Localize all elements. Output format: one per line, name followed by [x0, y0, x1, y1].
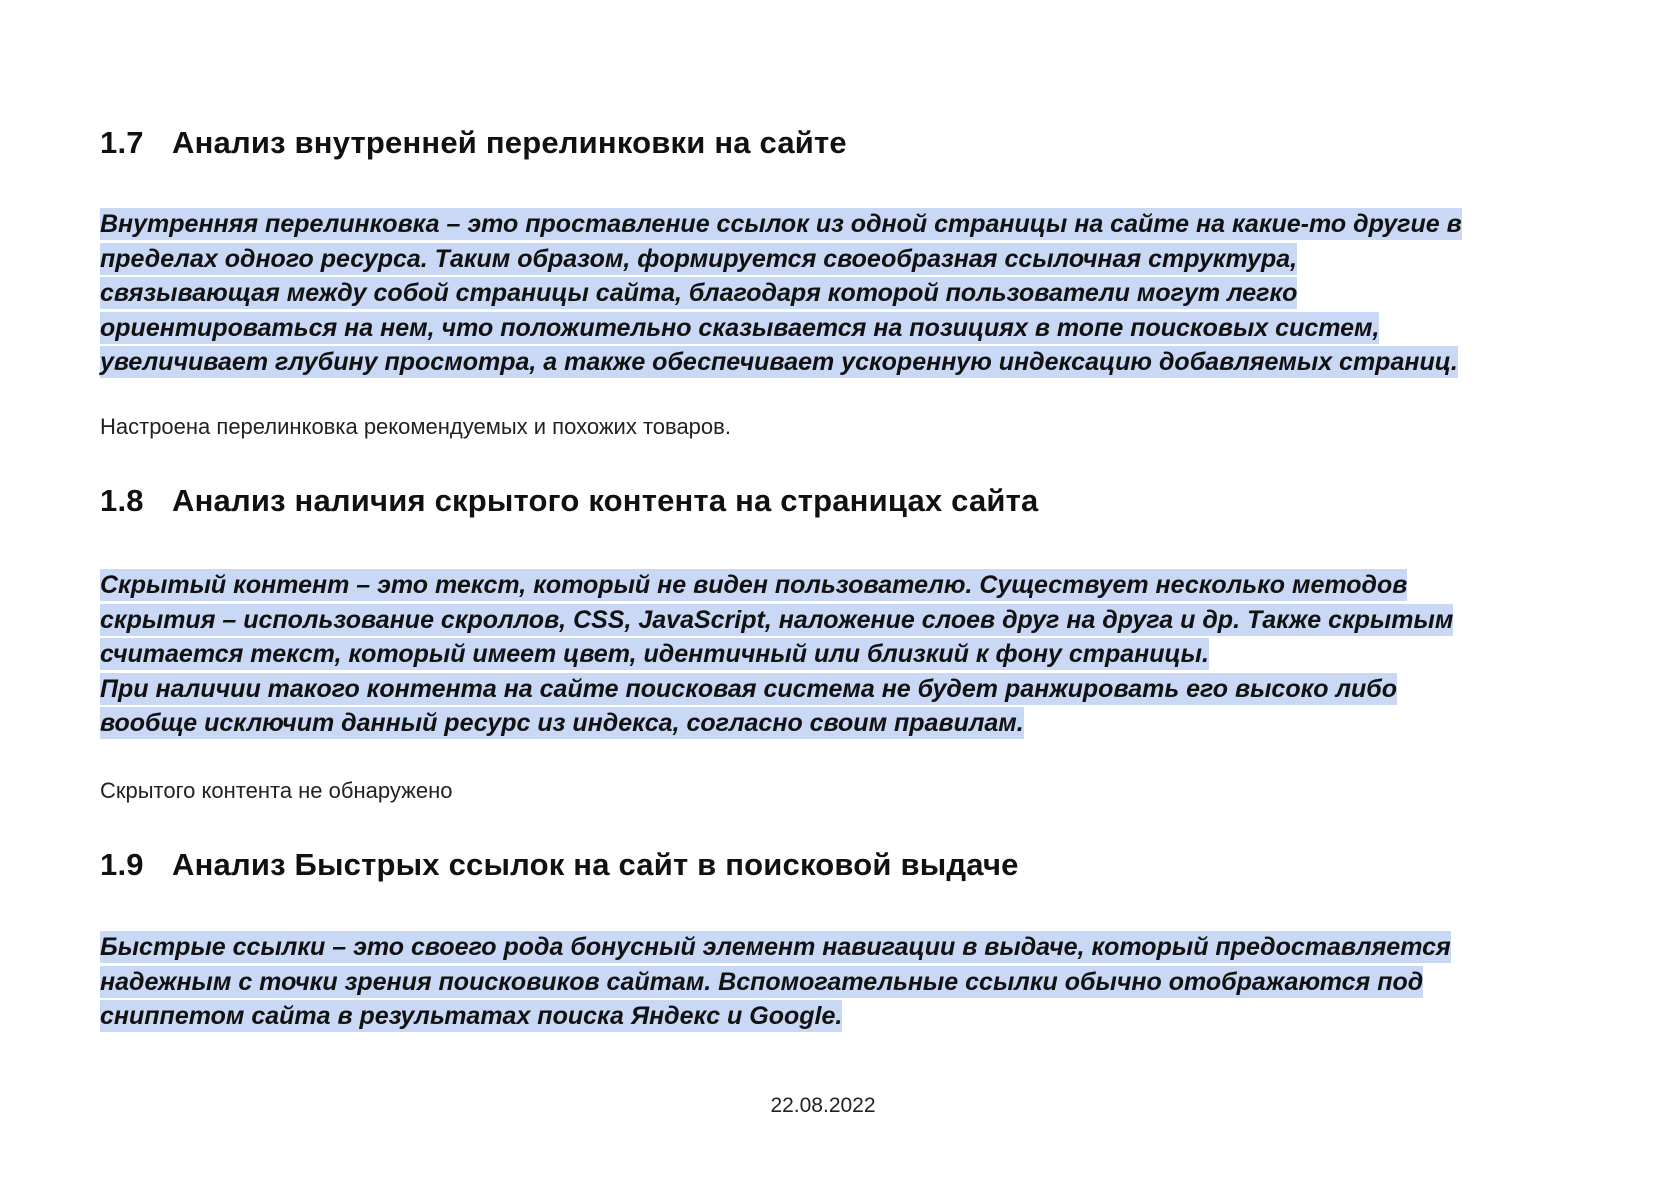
highlighted-paragraph-1-7 — [100, 207, 1600, 380]
highlight-line: При наличии такого контента на сайте поисковая система не будет ранжировать его высоко либо — [100, 674, 1398, 703]
highlight-line: увеличивает глубину просмотра, а также обеспечивает ускоренную индексацию добавляемых страниц. — [100, 348, 1458, 376]
highlight-line: скрытия – использование скроллов, CSS, JavaScript, наложение слоев друг на друга и др. Также скрытым — [100, 605, 1454, 634]
highlight-line: пределах одного ресурса. Таким образом, формируется своеобразная ссылочная структура, — [100, 244, 1298, 273]
section-title: Анализ внутренней перелинковки на сайте — [172, 125, 847, 160]
footer-date: 22.08.2022 — [770, 1094, 876, 1117]
section-heading-1-9 — [100, 847, 1019, 883]
highlight-line: Скрытый контент – это текст, который не виден пользователю. Существует несколько методов — [100, 571, 1408, 599]
highlight-line: вообще исключит данный ресурс из индекса, согласно своим правилам. — [100, 709, 1024, 737]
section-title: Анализ Быстрых ссылок на сайт в поисковой выдаче — [172, 847, 1019, 882]
section-heading-1-7 — [100, 125, 847, 161]
highlight-line: ориентироваться на нем, что положительно сказывается на позициях в топе поисковых систем, — [100, 313, 1380, 342]
highlight-line: Быстрые ссылки – это своего рода бонусный элемент навигации в выдаче, который предоставляется — [100, 933, 1451, 961]
section-title: Анализ наличия скрытого контента на страницах сайта — [172, 483, 1039, 518]
section-heading-1-8 — [100, 483, 1039, 519]
highlight-line: сниппетом сайта в результатах поиска Яндекс и Google. — [100, 1002, 843, 1030]
highlight-line: надежным с точки зрения поисковиков сайтам. Вспомогательные ссылки обычно отображаются под — [100, 967, 1424, 996]
section-number: 1.7 — [100, 125, 144, 160]
highlight-line: считается текст, который имеет цвет, идентичный или близкий к фону страницы. — [100, 640, 1209, 668]
result-text-1-7: Настроена перелинковка рекомендуемых и похожих товаров. — [100, 414, 731, 439]
section-number: 1.9 — [100, 847, 144, 882]
highlighted-paragraph-1-9 — [100, 930, 1600, 1034]
result-text-1-8: Скрытого контента не обнаружено — [100, 778, 453, 803]
highlight-line: Внутренняя перелинковка – это проставление ссылок из одной страницы на сайте на какие-то другие в — [100, 210, 1462, 238]
section-number: 1.8 — [100, 483, 144, 518]
highlight-line: связывающая между собой страницы сайта, благодаря которой пользователи могут легко — [100, 279, 1298, 307]
highlighted-paragraph-1-8 — [100, 568, 1600, 741]
